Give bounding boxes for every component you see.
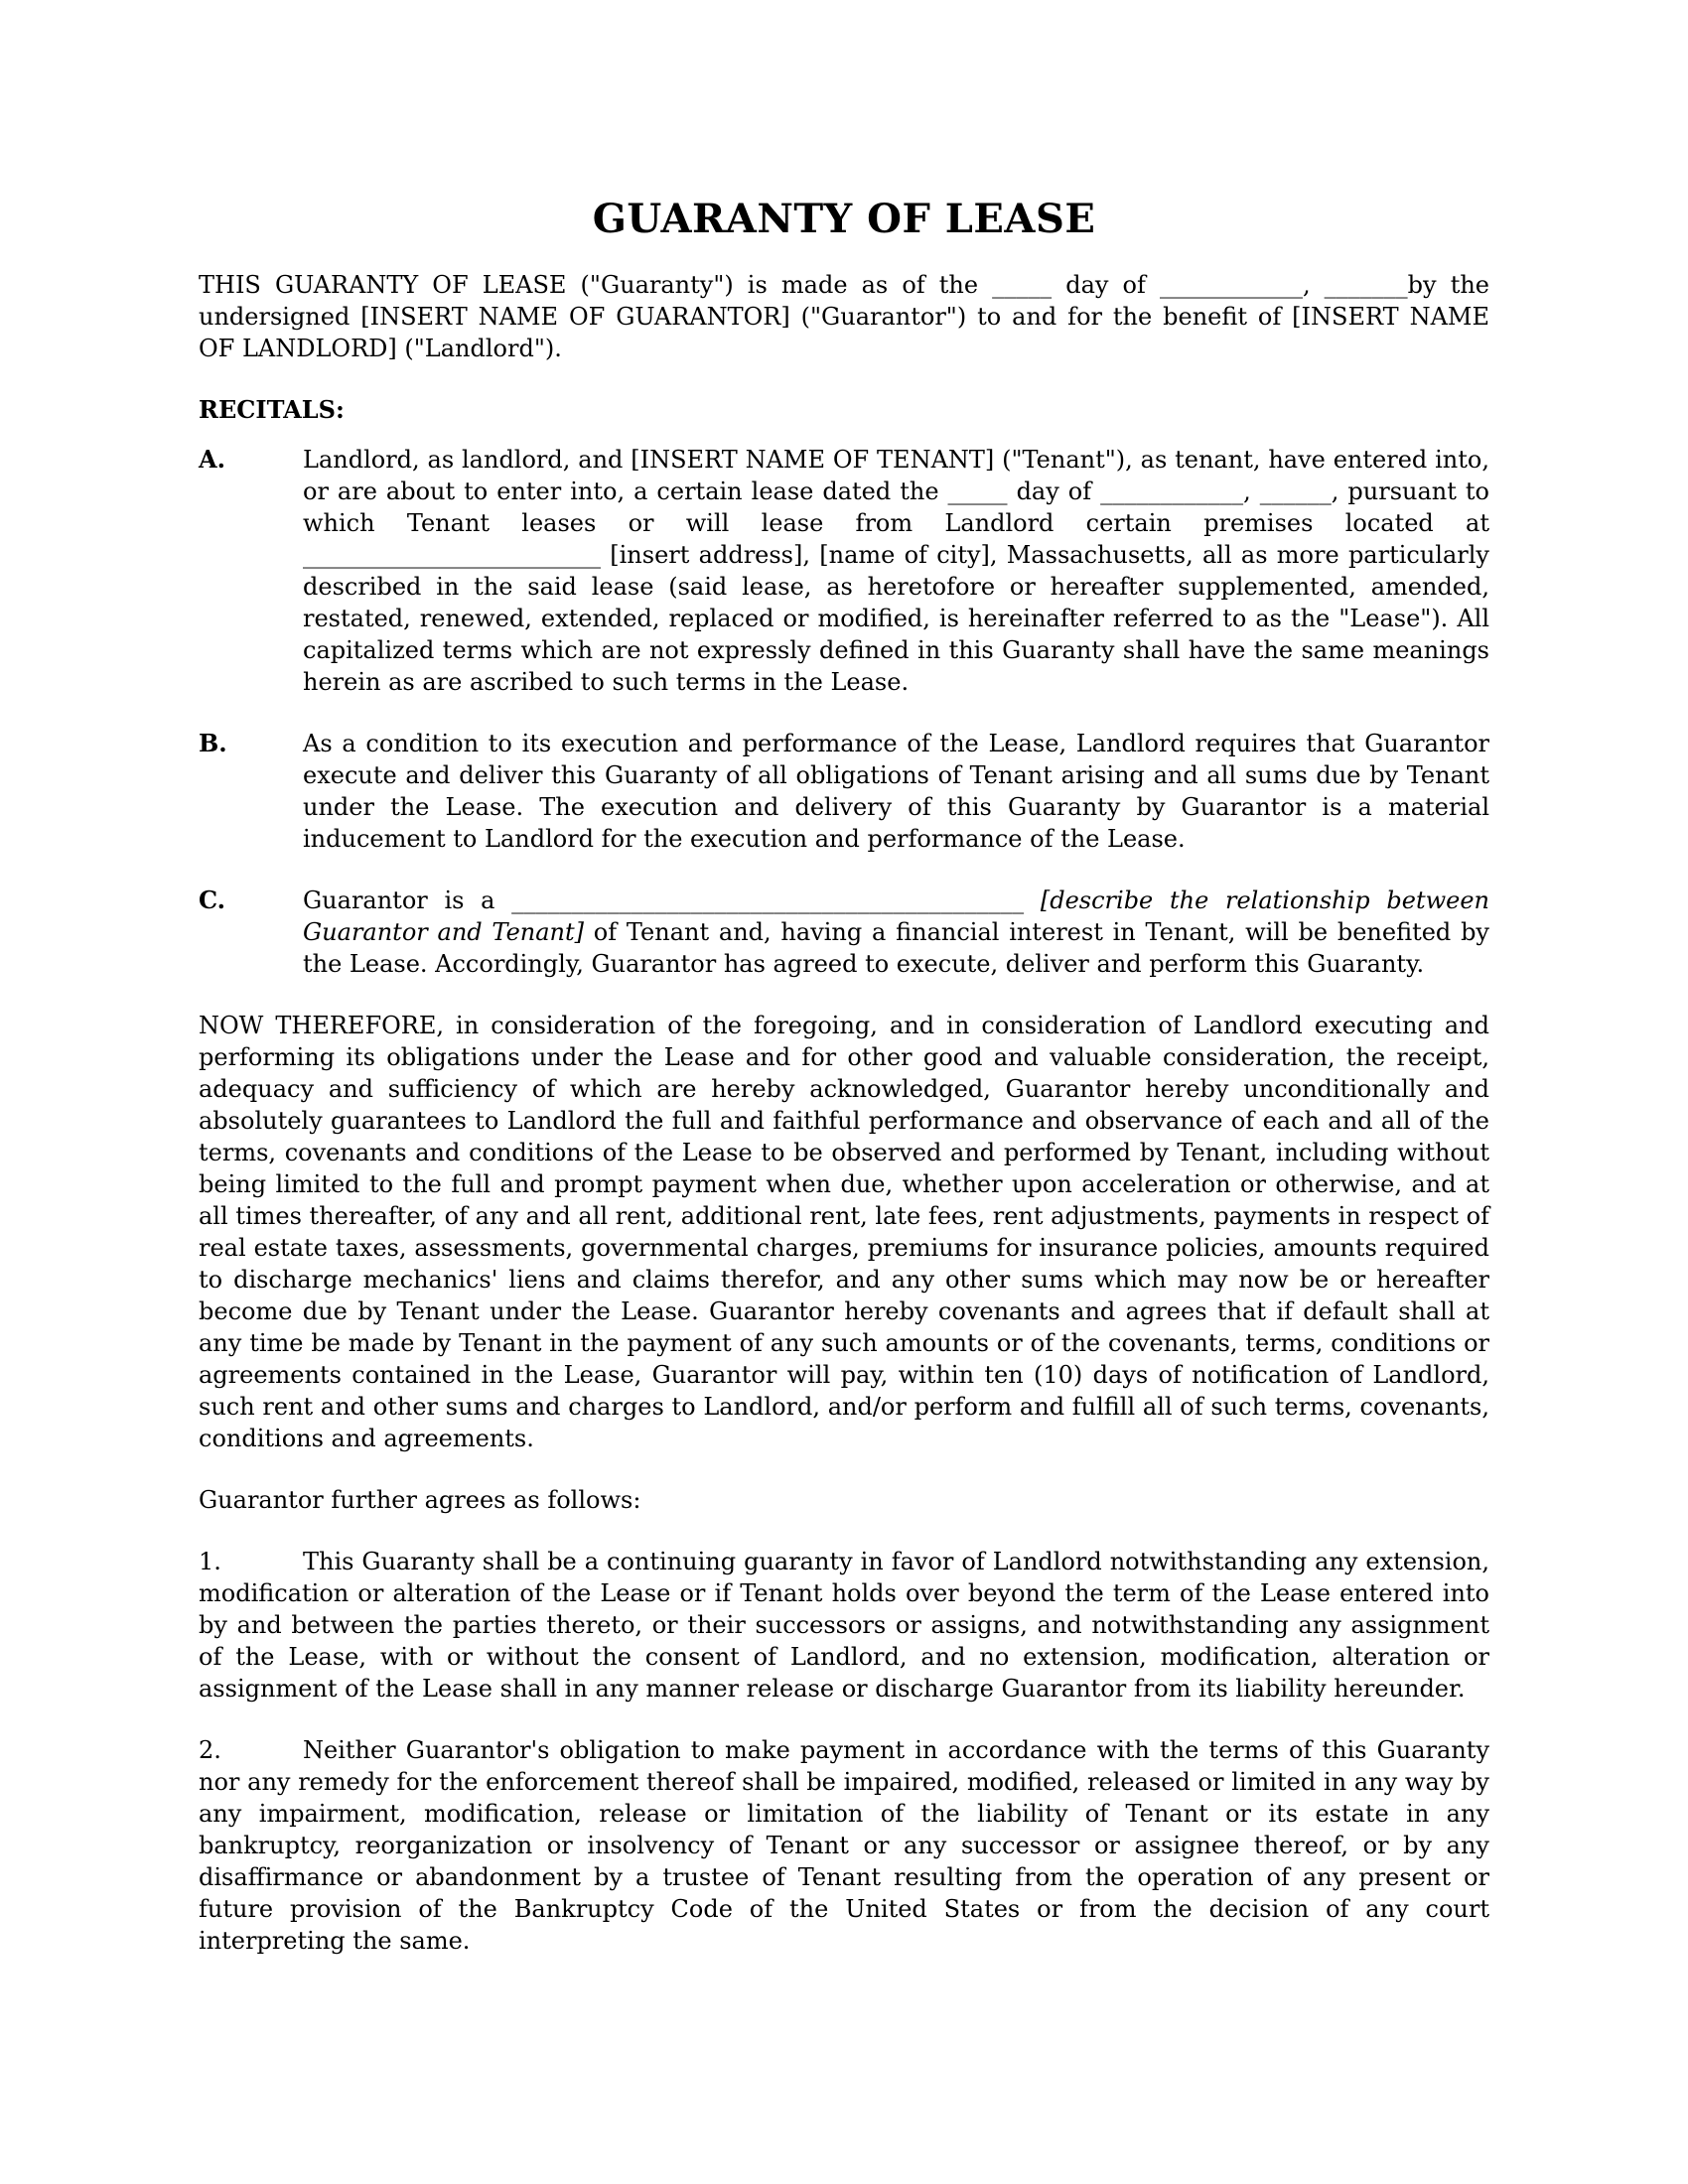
clause-2-text: Neither Guarantor's obligation to make payment in accordance with the terms of this Guaranty nor any remedy for the enforcement thereof shall be impaired, modified, released or limited in any way by any impairment, modification, release or limitation of the liability of Tenant or its estate in any bankruptcy, reorganization or insolvency of Tenant or any successor or assignee thereof, or by any disaffirmance or abandonment by a trustee of Tenant resulting from the operation of any present or future provision of the Bankruptcy Code of the United States or from the decision of any court interpreting the same. [199, 1736, 1489, 1955]
intro-paragraph: THIS GUARANTY OF LEASE ("Guaranty") is made as of the _____ day of ____________, _______by the undersigned [INSERT NAME OF GUARANTOR] ("Guarantor") to and for the benefit of [INSERT NAME OF LANDLORD] ("Landlord"). [199, 271, 1489, 362]
clause-2 [199, 1734, 1489, 1957]
recital-text-a: Landlord, as landlord, and [INSERT NAME OF TENANT] ("Tenant"), as tenant, have entered into, or are about to enter into, a certain lease dated the _____ day of ____________, ______, pursuant to which Tenant leases or will lease from Landlord certain premises located at _________________________ [insert address], [name of city], Massachusetts, all as more particularly described in the said lease (said lease, as heretofore or hereafter supplemented, amended, restated, renewed, extended, replaced or modified, is hereinafter referred to as the "Lease"). All capitalized terms which are not expressly defined in this Guaranty shall have the same meanings herein as are ascribed to such terms in the Lease. [303, 446, 1489, 696]
recital-label-c: C. [199, 886, 226, 914]
clause-1-text: This Guaranty shall be a continuing guaranty in favor of Landlord notwithstanding any extension, modification or alteration of the Lease or if Tenant holds over beyond the term of the Lease entered into by and between the parties thereto, or their successors or assigns, and notwithstanding any assignment of the Lease, with or without the consent of Landlord, and no extension, modification, alteration or assignment of the Lease shall in any manner release or discharge Guarantor from its liability hereunder. [199, 1548, 1489, 1703]
recital-text-b: As a condition to its execution and performance of the Lease, Landlord requires that Guarantor execute and deliver this Guaranty of all obligations of Tenant arising and all sums due by Tenant under the Lease. The execution and delivery of this Guaranty by Guarantor is a material inducement to Landlord for the execution and performance of the Lease. [303, 730, 1489, 853]
recital-c-continuation: of Tenant and, having a financial interest in Tenant, will be benefited by the Lease. Accordingly, Guarantor has agreed to execute, deliver and perform this Guaranty. [303, 918, 1489, 978]
document-content [199, 196, 1489, 1986]
recital-item-b [199, 728, 1489, 855]
recital-item-a [199, 444, 1489, 698]
further-agrees-line: Guarantor further agrees as follows: [199, 1486, 641, 1514]
recital-text-c [303, 885, 1489, 980]
recitals-heading: RECITALS: [199, 395, 345, 424]
clause-2-number: 2. [199, 1736, 221, 1764]
now-therefore-paragraph: NOW THEREFORE, in consideration of the foregoing, and in consideration of Landlord executing and performing its obligations under the Lease and for other good and valuable consideration, the receipt, adequacy and sufficiency of which are hereby acknowledged, Guarantor hereby unconditionally and absolutely guarantees to Landlord the full and faithful performance and observance of each and all of the terms, covenants and conditions of the Lease to be observed and performed by Tenant, including without being limited to the full and prompt payment when due, whether upon acceleration or otherwise, and at all times thereafter, of any and all rent, additional rent, late fees, rent adjustments, payments in respect of real estate taxes, assessments, governmental charges, premiums for insurance policies, amounts required to discharge mechanics' liens and claims therefor, and any other sums which may now be or hereafter become due by Tenant under the Lease. Guarantor hereby covenants and agrees that if default shall at any time be made by Tenant in the payment of any such amounts or of the covenants, terms, conditions or agreements contained in the Lease, Guarantor will pay, within ten (10) days of notification of Landlord, such rent and other sums and charges to Landlord, and/or perform and fulfill all of such terms, covenants, conditions and agreements. [199, 1012, 1489, 1452]
clause-1-number: 1. [199, 1548, 221, 1575]
relationship-note-italic: [describe the relationship between Guarantor and Tenant] [303, 887, 1489, 946]
document-title: GUARANTY OF LEASE [592, 196, 1096, 242]
recital-c-blank-text: Guarantor is a ___________________________________________ [303, 887, 1041, 914]
recital-item-c [199, 885, 1489, 980]
recital-label-a: A. [199, 445, 225, 474]
recital-label-b: B. [199, 729, 227, 757]
clause-1 [199, 1546, 1489, 1705]
